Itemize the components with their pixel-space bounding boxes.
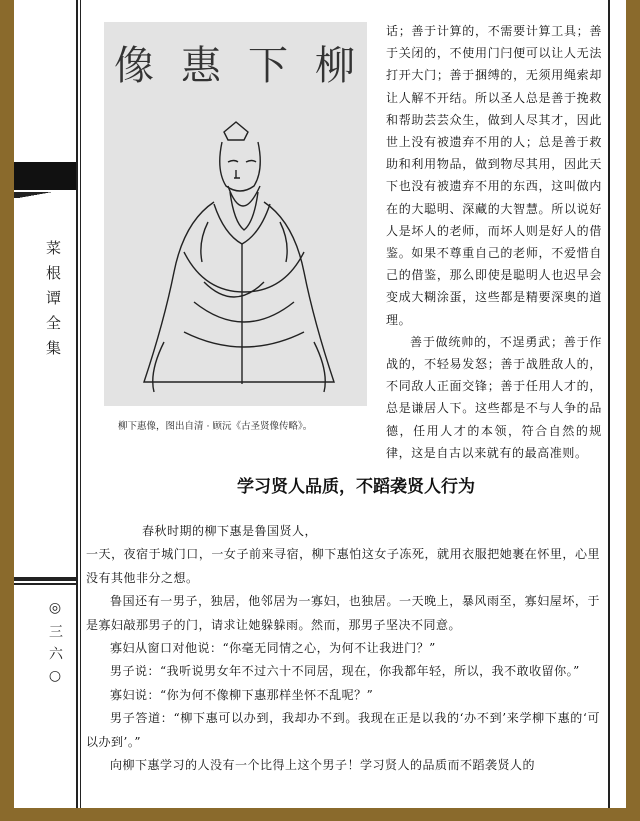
right-margin-rule — [608, 0, 610, 808]
sidebar-top-band-accent — [14, 192, 76, 198]
paragraph: 一天，夜宿于城门口，一女子前来寻宿，柳下惠怕这女子冻死，就用衣服把她裹在怀里，心里没有其他非分之想。 — [86, 547, 600, 585]
paragraph: 善于做统帅的，不逞勇武；善于作战的，不轻易发怒；善于战胜敌人的，不同敌人正面交锋；善于任用人才的，总是谦居人下。这些都是不与人争的品德，任用人才的本领，符合自然的规律，这是自古以来就有的最高准则。 — [386, 334, 602, 460]
seal-char: 惠 — [181, 42, 223, 89]
paragraph: 春秋时期的柳下惠是鲁国贤人， — [142, 524, 318, 538]
paragraph: 寡妇从窗口对他说：“你毫无同情之心，为何不让我进门？” — [110, 641, 436, 656]
seal-char: 柳 — [315, 42, 357, 89]
sidebar-rule-inner — [80, 0, 81, 808]
paragraph: 向柳下惠学习的人没有一个比得上这个男子！学习贤人的品质而不蹈袭贤人的 — [110, 758, 536, 773]
section-heading: 学习贤人品质，不蹈袭贤人行为 — [237, 477, 475, 497]
right-column-text — [386, 20, 602, 464]
portrait-figure — [104, 22, 367, 406]
sidebar-rule — [76, 0, 78, 808]
paragraph: 鲁国还有一男子，独居，他邻居为一寡妇，也独居。一天晚上，暴风雨至，寡妇屋坏，于是寡妇敲那男子的门，请求让她躲躲雨。然而，那男子坚决不同意。 — [86, 594, 600, 632]
paragraph: 话；善于计算的，不需要计算工具；善于关闭的，不使用门闩便可以让人无法打开大门；善于捆缚的，无须用绳索却让人解不开结。所以圣人总是善于挽救和帮助芸芸众生，做到人尽其才，因此世上没有被遗弃不用的人；总是善于救助和利用物品，做到物尽其用，因此天下也没有被遗弃不用的东西，这叫做内在的大聪明、深藏的大智慧。所以说好人是坏人的老师，而坏人则是好人的借鉴。如果不尊重自己的老师，不爱惜自己的借鉴，那么即使是聪明人也迟早会变成大糊涂蛋，这些都是精要深奥的道理。 — [386, 24, 602, 327]
paragraph: 男子答道：“柳下惠可以办到，我却办不到。我现在正是以我的‘办不到’来学柳下惠的‘可以办到’。” — [86, 711, 600, 749]
sidebar-top-band — [14, 162, 76, 190]
paragraph: 男子说：“我听说男女年不过六十不同居，现在，你我都年轻，所以，我不敢收留你。” — [110, 664, 580, 679]
body-text — [86, 520, 600, 777]
page-number: ◎三六○ — [47, 600, 63, 692]
book-title: 菜根谭全集 — [44, 240, 62, 365]
seal-script-title — [114, 32, 357, 92]
seal-char: 像 — [114, 42, 156, 89]
sidebar-bottom-band — [14, 577, 76, 581]
liu-xiahui-portrait — [124, 112, 349, 402]
book-page — [14, 0, 626, 808]
sidebar-bottom-band-thin — [14, 583, 76, 585]
paragraph: 寡妇说：“你为何不像柳下惠那样坐怀不乱呢？” — [110, 687, 374, 702]
figure-caption: 柳下惠像，图出自清 · 顾沅《古圣贤像传略》。 — [118, 421, 313, 432]
seal-char: 下 — [248, 42, 290, 89]
